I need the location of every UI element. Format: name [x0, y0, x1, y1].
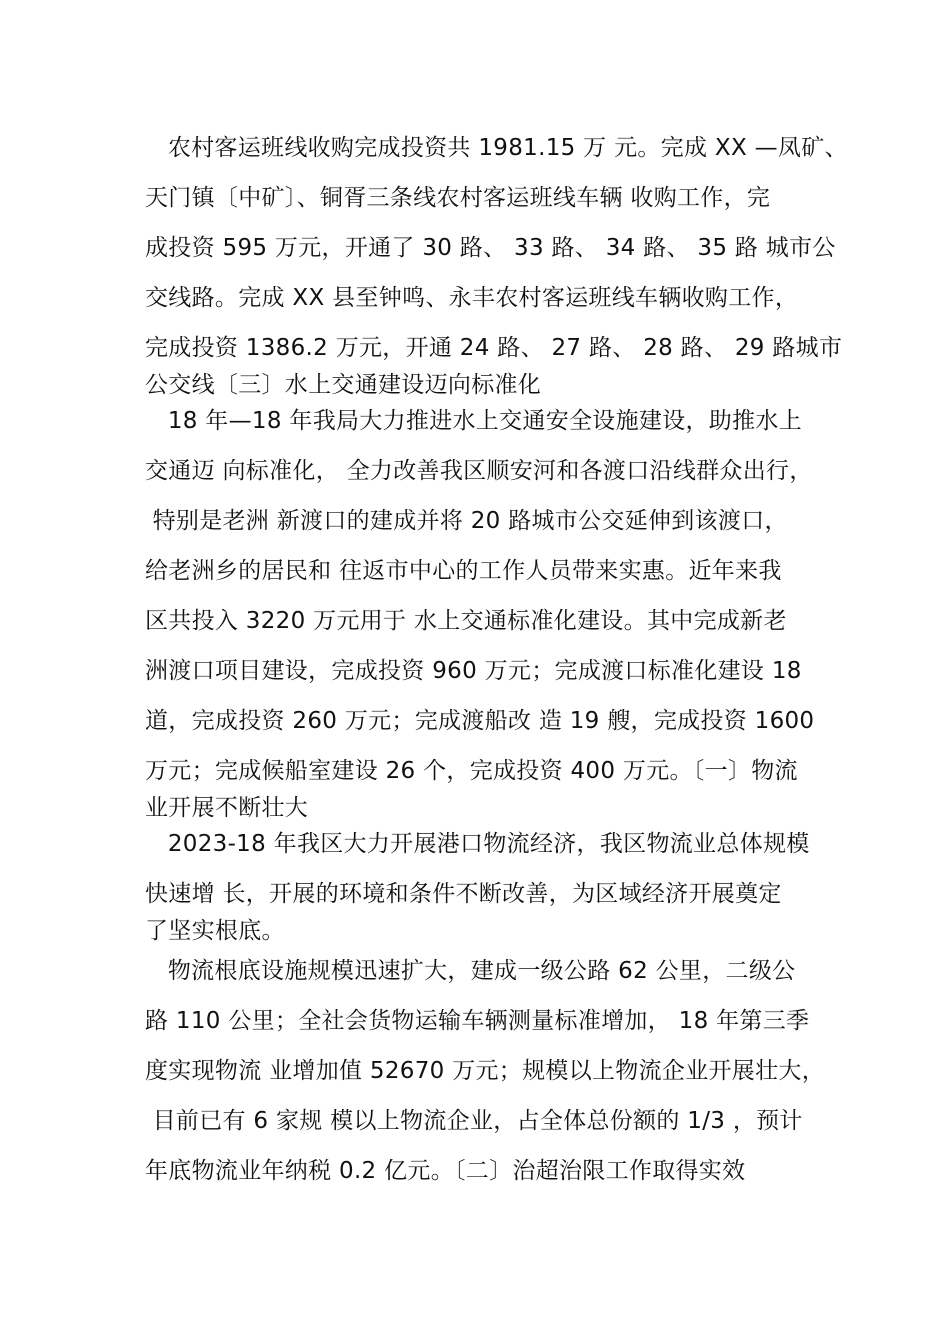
- text-line: 目前已有 6 家规 模以上物流企业，占全体总份额的 1/3 ，预计: [145, 1108, 803, 1134]
- text-line: 交线路。完成 XX 县至钟鸣、永丰农村客运班线车辆收购工作，: [145, 285, 799, 311]
- text-line: 洲渡口项目建设，完成投资 960 万元；完成渡口标准化建设 18: [145, 658, 802, 684]
- text-line: 给老洲乡的居民和 往返市中心的工作人员带来实惠。近年来我: [145, 558, 782, 584]
- text-line: 了坚实根底。: [145, 918, 285, 944]
- text-line: 万元；完成候船室建设 26 个，完成投资 400 万元。〔一〕物流: [145, 758, 798, 784]
- text-line: 2023-18 年我区大力开展港口物流经济，我区物流业总体规模: [145, 831, 810, 857]
- text-line: 18 年—18 年我局大力推进水上交通安全设施建设，助推水上: [145, 408, 802, 434]
- text-line: 道，完成投资 260 万元；完成渡船改 造 19 艘，完成投资 1600: [145, 708, 815, 734]
- text-line: 区共投入 3220 万元用于 水上交通标准化建设。其中完成新老: [145, 608, 787, 634]
- text-line: 物流根底设施规模迅速扩大，建成一级公路 62 公里，二级公: [145, 958, 796, 984]
- text-line: 成投资 595 万元，开通了 30 路、 33 路、 34 路、 35 路 城市公: [145, 235, 836, 261]
- section-heading-line: 公交线〔三〕水上交通建设迈向标准化: [145, 372, 542, 398]
- text-line: 天门镇〔中矿〕、铜胥三条线农村客运班线车辆 收购工作，完: [145, 185, 771, 211]
- text-line: 度实现物流 业增加值 52670 万元；规模以上物流企业开展壮大，: [145, 1058, 825, 1084]
- text-line: 完成投资 1386.2 万元，开通 24 路、 27 路、 28 路、 29 路城市: [145, 335, 843, 361]
- text-line: 农村客运班线收购完成投资共 1981.15 万 元。完成 XX —凤矿、: [145, 135, 848, 161]
- text-line: 快速增 长，开展的环境和条件不断改善，为区域经济开展奠定: [145, 881, 782, 907]
- section-heading-line: 年底物流业年纳税 0.2 亿元。〔二〕治超治限工作取得实效: [145, 1158, 746, 1184]
- text-line: 路 110 公里；全社会货物运输车辆测量标准增加， 18 年第三季: [145, 1008, 810, 1034]
- text-line: 特别是老洲 新渡口的建成并将 20 路城市公交延伸到该渡口，: [145, 508, 788, 534]
- text-line: 交通迈 向标准化， 全力改善我区顺安河和各渡口沿线群众出行，: [145, 458, 813, 484]
- section-heading-line: 业开展不断壮大: [145, 795, 309, 821]
